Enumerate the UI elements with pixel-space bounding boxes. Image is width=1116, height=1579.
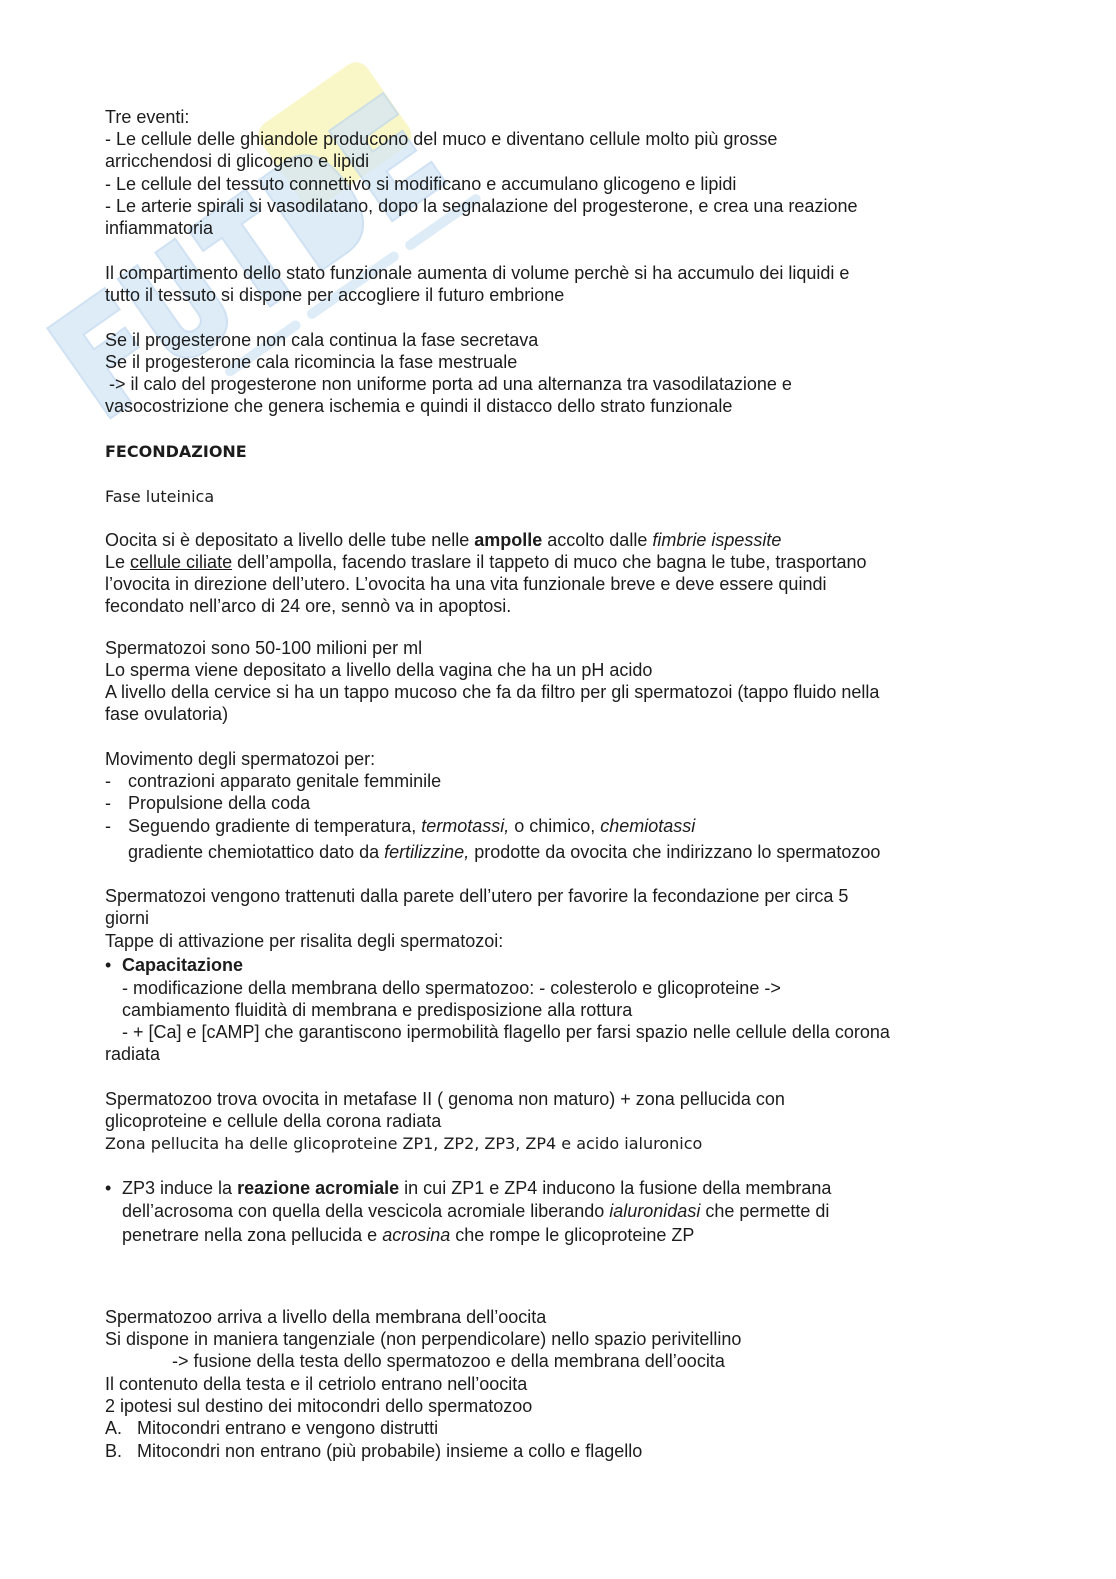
oocita-line: [105, 551, 867, 573]
attivazione-line: Spermatozoi vengono trattenuti dalla parete dell’utero per favorire la fecondazione per circa 5: [105, 886, 849, 906]
zp3-line: [122, 1200, 829, 1222]
italic-term: fertilizzine,: [384, 842, 470, 862]
capacitazione-line: - + [Ca] e [cAMP] che garantiscono ipermobilità flagello per farsi spazio nelle cellule della corona: [122, 1022, 890, 1042]
text-segment: in cui ZP1 e ZP4 inducono la fusione della membrana: [399, 1178, 832, 1198]
eventi-title: Tre eventi:: [105, 107, 190, 127]
text-segment: penetrare nella zona pellucida e: [122, 1225, 383, 1245]
zona-line: glicoproteine e cellule della corona radiata: [105, 1111, 442, 1131]
list-item-text: contrazioni apparato genitale femminile: [128, 771, 442, 791]
list-item: [105, 815, 695, 837]
text-segment: Le: [105, 552, 131, 572]
progesterone-line: Se il progesterone cala ricomincia la fase mestruale: [105, 352, 518, 372]
bullet-marker: •: [105, 1178, 112, 1198]
list-marker: B.: [105, 1441, 123, 1461]
list-item-text: Mitocondri entrano e vengono distrutti: [137, 1418, 439, 1438]
spermatozoi-line: A livello della cervice si ha un tappo mucoso che fa da filtro per gli spermatozoi (tappo fluido nella: [105, 682, 880, 702]
list-item-text: Propulsione della coda: [128, 793, 311, 813]
bullet-item: [105, 1177, 831, 1199]
italic-term: termotassi,: [421, 816, 510, 836]
italic-term: acrosina: [382, 1225, 451, 1245]
text-segment: o chimico,: [509, 816, 601, 836]
text-segment: dell’acrosoma con quella della vescicola acromiale liberando: [122, 1201, 610, 1221]
capacitazione-line: cambiamento fluidità di membrana e predisposizione alla rottura: [122, 1000, 633, 1020]
text-segment: gradiente chemiotattico dato da: [128, 842, 385, 862]
bold-term: Capacitazione: [122, 955, 244, 975]
list-item: [105, 792, 310, 814]
text-segment: dell’ampolla, facendo traslare il tappeto di muco che bagna le tube, trasportano: [232, 552, 867, 572]
eventi-line: - Le arterie spirali si vasodilatano, dopo la segnalazione del progesterone, e crea una reazione: [105, 196, 858, 216]
text-segment: che rompe le glicoproteine ZP: [450, 1225, 695, 1245]
text-segment: prodotte da ovocita che indirizzano lo spermatozoo: [469, 842, 881, 862]
list-marker: -: [105, 771, 111, 791]
underlined-term: cellule ciliate: [130, 552, 233, 572]
spermatozoi-line: Spermatozoi sono 50-100 milioni per ml: [105, 638, 423, 658]
text-segment: che permette di: [700, 1201, 830, 1221]
section-subheading: Fase luteinica: [105, 487, 215, 506]
text-segment: Oocita si è depositato a livello delle tube nelle: [105, 530, 475, 550]
capacitazione-line: radiata: [105, 1044, 161, 1064]
section-heading: FECONDAZIONE: [105, 442, 247, 461]
fusione-line: Spermatozoo arriva a livello della membrana dell’oocita: [105, 1307, 547, 1327]
list-item: [105, 770, 441, 792]
oocita-line: fecondato nell’arco di 24 ore, sennò va in apoptosi.: [105, 596, 512, 616]
text-segment: ZP3 induce la: [122, 1178, 238, 1198]
list-marker: -: [105, 793, 111, 813]
list-marker: -: [105, 816, 111, 836]
fusione-line: Il contenuto della testa e il cetriolo entrano nell’oocita: [105, 1374, 528, 1394]
text-segment: Seguendo gradiente di temperatura,: [128, 816, 422, 836]
list-item-continuation: [128, 841, 880, 863]
fusione-arrow-line: -> fusione della testa dello spermatozoo e della membrana dell’oocita: [172, 1351, 725, 1371]
bullet-marker: •: [105, 955, 112, 975]
eventi-line: - Le cellule delle ghiandole producono del muco e diventano cellule molto più grosse: [105, 129, 778, 149]
progesterone-line: vasocostrizione che genera ischemia e quindi il distacco dello strato funzionale: [105, 396, 733, 416]
spermatozoi-line: fase ovulatoria): [105, 704, 229, 724]
progesterone-line: Se il progesterone non cala continua la fase secretava: [105, 330, 539, 350]
oocita-line: l’ovocita in direzione dell’utero. L’ovocita ha una vita funzionale breve e deve essere quindi: [105, 574, 827, 594]
compartimento-line: Il compartimento dello stato funzionale aumenta di volume perchè si ha accumulo dei liquidi e: [105, 263, 850, 283]
eventi-line: infiammatoria: [105, 218, 214, 238]
progesterone-arrow-line: -> il calo del progesterone non uniforme porta ad una alternanza tra vasodilatazione e: [109, 374, 792, 394]
bold-term: ampolle: [474, 530, 543, 550]
zona-line: Zona pellucita ha delle glicoproteine ZP1, ZP2, ZP3, ZP4 e acido ialuronico: [105, 1134, 703, 1153]
bold-term: reazione acromiale: [237, 1178, 400, 1198]
spermatozoi-line: Lo sperma viene depositato a livello della vagina che ha un pH acido: [105, 660, 653, 680]
list-marker: A.: [105, 1418, 123, 1438]
italic-term: ialuronidasi: [609, 1201, 701, 1221]
fusione-line: 2 ipotesi sul destino dei mitocondri dello spermatozoo: [105, 1396, 533, 1416]
text-segment: accolto dalle: [542, 530, 653, 550]
italic-term: fimbrie ispessite: [652, 530, 782, 550]
movimento-title: Movimento degli spermatozoi per:: [105, 749, 376, 769]
ordered-list-item: [105, 1440, 642, 1462]
bullet-item: [105, 954, 243, 976]
capacitazione-line: - modificazione della membrana dello spermatozoo: - colesterolo e glicoproteine ->: [122, 978, 781, 998]
eventi-line: arricchendosi di glicogeno e lipidi: [105, 151, 370, 171]
attivazione-line: Tappe di attivazione per risalita degli spermatozoi:: [105, 931, 504, 951]
oocita-line: [105, 529, 781, 551]
zona-line: Spermatozoo trova ovocita in metafase II ( genoma non maturo) + zona pellucida con: [105, 1089, 785, 1109]
fusione-line: Si dispone in maniera tangenziale (non perpendicolare) nello spazio perivitellino: [105, 1329, 742, 1349]
compartimento-line: tutto il tessuto si dispone per accogliere il futuro embrione: [105, 285, 565, 305]
zp3-line: [122, 1224, 694, 1246]
italic-term: chemiotassi: [600, 816, 696, 836]
ordered-list-item: [105, 1417, 438, 1439]
attivazione-line: giorni: [105, 908, 150, 928]
eventi-line: - Le cellule del tessuto connettivo si modificano e accumulano glicogeno e lipidi: [105, 174, 737, 194]
list-item-text: Mitocondri non entrano (più probabile) insieme a collo e flagello: [137, 1441, 643, 1461]
